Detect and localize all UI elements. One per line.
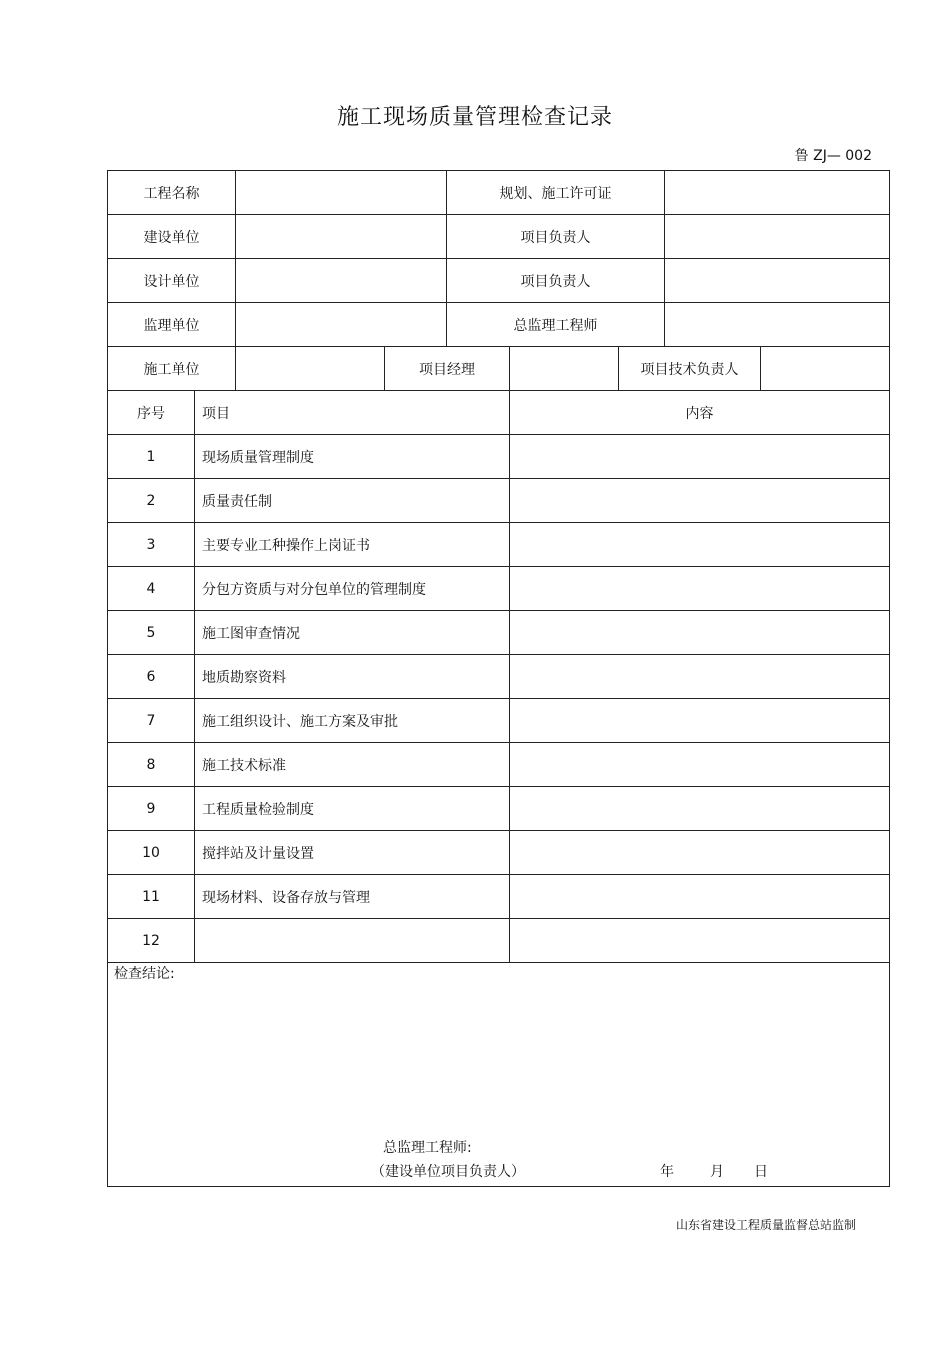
row-number: 6 xyxy=(108,655,195,698)
row-number: 4 xyxy=(108,567,195,610)
row-item: 主要专业工种操作上岗证书 xyxy=(195,523,510,566)
row-number: 11 xyxy=(108,875,195,918)
header-value-field[interactable] xyxy=(665,171,889,214)
signer-note: （建设单位项目负责人） xyxy=(371,1164,525,1180)
row-number: 3 xyxy=(108,523,195,566)
row-content-field[interactable] xyxy=(510,611,889,654)
row-content-field[interactable] xyxy=(510,875,889,918)
table-row xyxy=(108,523,889,567)
col-content-header: 内容 xyxy=(685,405,714,422)
row-item: 施工组织设计、施工方案及审批 xyxy=(195,699,510,742)
row-item: 现场材料、设备存放与管理 xyxy=(195,875,510,918)
row-content-field[interactable] xyxy=(510,787,889,830)
header-row xyxy=(108,303,889,347)
row-content-field[interactable] xyxy=(510,699,889,742)
header-label: 规划、施工许可证 xyxy=(447,171,665,214)
header-value-field[interactable] xyxy=(665,259,889,302)
header-value-field[interactable] xyxy=(665,303,889,346)
row-number: 8 xyxy=(108,743,195,786)
row-item: 搅拌站及计量设置 xyxy=(195,831,510,874)
conclusion-label: 检查结论: xyxy=(114,966,175,982)
row-item: 施工技术标准 xyxy=(195,743,510,786)
header-label: 项目负责人 xyxy=(447,215,665,258)
inspection-form xyxy=(107,170,890,1187)
conclusion-section[interactable] xyxy=(108,959,889,1186)
row-content-field[interactable] xyxy=(510,567,889,610)
date-day-label: 日 xyxy=(754,1164,768,1180)
header-value-field[interactable] xyxy=(665,215,889,258)
project-manager-label: 项目经理 xyxy=(385,347,510,390)
table-row xyxy=(108,611,889,655)
row-number: 10 xyxy=(108,831,195,874)
row-content-field[interactable] xyxy=(510,655,889,698)
table-row xyxy=(108,435,889,479)
row-number: 9 xyxy=(108,787,195,830)
header-row xyxy=(108,171,889,215)
col-item-header: 项目 xyxy=(195,391,510,434)
row-item: 质量责任制 xyxy=(195,479,510,522)
signature-date xyxy=(660,1161,768,1181)
header-label: 监理单位 xyxy=(108,303,236,346)
header-label: 工程名称 xyxy=(108,171,236,214)
col-no-header: 序号 xyxy=(108,391,195,434)
items-table-header xyxy=(108,391,889,435)
row-content-field[interactable] xyxy=(510,479,889,522)
row-number: 7 xyxy=(108,699,195,742)
row-item: 施工图审查情况 xyxy=(195,611,510,654)
row-item: 分包方资质与对分包单位的管理制度 xyxy=(195,567,510,610)
header-label: 设计单位 xyxy=(108,259,236,302)
date-year-label: 年 xyxy=(660,1164,674,1180)
row-number: 5 xyxy=(108,611,195,654)
table-row xyxy=(108,787,889,831)
construction-unit-field[interactable] xyxy=(236,347,385,390)
row-item: 工程质量检验制度 xyxy=(195,787,510,830)
table-row xyxy=(108,655,889,699)
construction-row xyxy=(108,347,889,391)
project-manager-field[interactable] xyxy=(510,347,619,390)
table-row xyxy=(108,875,889,919)
row-content-field[interactable] xyxy=(510,523,889,566)
page-title: 施工现场质量管理检查记录 xyxy=(336,105,613,130)
header-row xyxy=(108,259,889,303)
row-content-field[interactable] xyxy=(510,831,889,874)
date-month-label: 月 xyxy=(710,1164,724,1180)
header-value-field[interactable] xyxy=(236,259,447,302)
tech-lead-label: 项目技术负责人 xyxy=(619,347,761,390)
row-content-field[interactable] xyxy=(510,743,889,786)
form-code: 鲁 ZJ— 002 xyxy=(794,148,872,164)
header-value-field[interactable] xyxy=(236,171,447,214)
header-label: 项目负责人 xyxy=(447,259,665,302)
issuer-footer: 山东省建设工程质量监督总站监制 xyxy=(675,1218,856,1232)
row-item: 现场质量管理制度 xyxy=(195,435,510,478)
table-row xyxy=(108,919,889,963)
header-row xyxy=(108,215,889,259)
table-row xyxy=(108,831,889,875)
header-value-field[interactable] xyxy=(236,215,447,258)
row-number: 12 xyxy=(108,919,195,962)
table-row xyxy=(108,699,889,743)
row-number: 1 xyxy=(108,435,195,478)
row-content-field[interactable] xyxy=(510,435,889,478)
table-row xyxy=(108,567,889,611)
chief-supervisor-signature-label: 总监理工程师: xyxy=(383,1140,472,1156)
table-row xyxy=(108,743,889,787)
construction-unit-label: 施工单位 xyxy=(108,347,236,390)
header-label: 总监理工程师 xyxy=(447,303,665,346)
row-content-field[interactable] xyxy=(510,919,889,962)
row-item[interactable] xyxy=(195,919,510,962)
tech-lead-field[interactable] xyxy=(761,347,889,390)
header-value-field[interactable] xyxy=(236,303,447,346)
row-item: 地质勘察资料 xyxy=(195,655,510,698)
table-row xyxy=(108,479,889,523)
row-number: 2 xyxy=(108,479,195,522)
header-label: 建设单位 xyxy=(108,215,236,258)
